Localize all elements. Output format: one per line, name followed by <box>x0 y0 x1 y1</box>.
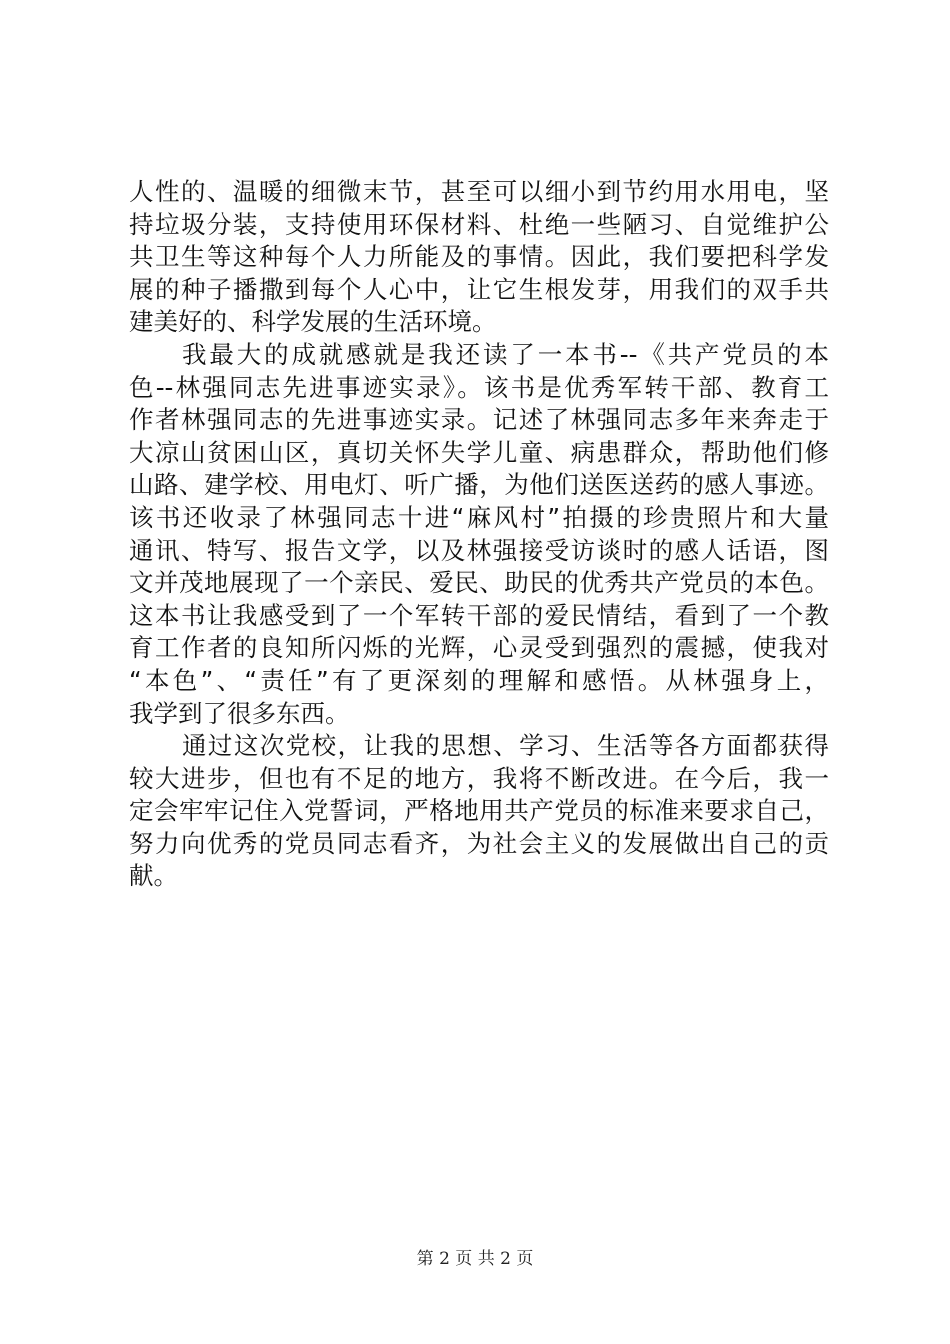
text-line: 共卫生等这种每个人力所能及的事情。因此，我们要把科学发 <box>129 242 829 272</box>
text-line: 山路、建学校、用电灯、听广播，为他们送医送药的感人事迹。 <box>129 470 829 500</box>
text-line: “本色”、“责任”有了更深刻的理解和感悟。从林强身上， <box>129 665 829 695</box>
text-line: 色--林强同志先进事迹实录》。该书是优秀军转干部、教育工 <box>129 372 829 402</box>
text-line: 作者林强同志的先进事迹实录。记述了林强同志多年来奔走于 <box>129 405 829 435</box>
text-line: 建美好的、科学发展的生活环境。 <box>129 307 497 337</box>
text-line: 通讯、特写、报告文学，以及林强接受访谈时的感人话语，图 <box>129 535 829 565</box>
text-line: 持垃圾分装，支持使用环保材料、杜绝一些陋习、自觉维护公 <box>129 209 829 239</box>
text-line: 该书还收录了林强同志十进“麻风村”拍摄的珍贵照片和大量 <box>129 502 829 532</box>
text-line: 展的种子播撒到每个人心中，让它生根发芽，用我们的双手共 <box>129 274 829 304</box>
text-line: 文并茂地展现了一个亲民、爱民、助民的优秀共产党员的本色。 <box>129 568 829 598</box>
text-line: 献。 <box>129 861 178 891</box>
text-line: 通过这次党校，让我的思想、学习、生活等各方面都获得 <box>182 731 829 761</box>
text-line: 大凉山贫困山区，真切关怀失学儿童、病患群众，帮助他们修 <box>129 437 829 467</box>
text-line: 这本书让我感受到了一个军转干部的爱民情结，看到了一个教 <box>129 600 829 630</box>
text-line: 我最大的成就感就是我还读了一本书--《共产党员的本 <box>182 339 829 369</box>
body-text <box>129 176 829 893</box>
text-line: 较大进步，但也有不足的地方，我将不断改进。在今后，我一 <box>129 763 829 793</box>
text-line: 努力向优秀的党员同志看齐，为社会主义的发展做出自己的贡 <box>129 828 829 858</box>
page-number-footer: 第 2 页 共 2 页 <box>416 1249 534 1269</box>
text-line: 定会牢牢记住入党誓词，严格地用共产党员的标准来要求自己， <box>129 796 829 826</box>
text-line: 我学到了很多东西。 <box>129 698 350 728</box>
text-line: 人性的、温暖的细微末节，甚至可以细小到节约用水用电，坚 <box>129 177 829 206</box>
text-line: 育工作者的良知所闪烁的光辉，心灵受到强烈的震撼，使我对 <box>129 633 829 663</box>
